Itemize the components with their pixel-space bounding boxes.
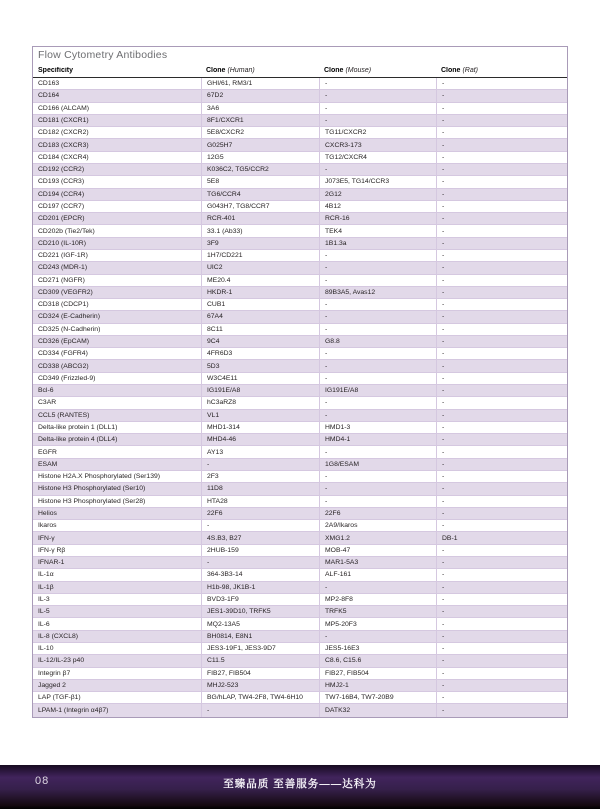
- clone-cell: -: [436, 336, 567, 347]
- clone-cell: -: [436, 311, 567, 322]
- column-header-label: Clone: [441, 66, 461, 74]
- clone-cell: -: [319, 275, 436, 286]
- clone-cell: hC3aRZ8: [201, 397, 319, 408]
- clone-cell: TEK4: [319, 225, 436, 236]
- table-row: [33, 520, 567, 532]
- clone-cell: -: [436, 103, 567, 114]
- specificity-cell: IL-10: [38, 645, 54, 653]
- table-row: [33, 115, 567, 127]
- specificity-cell: IFN-γ Rβ: [38, 546, 66, 554]
- clone-cell: -: [436, 618, 567, 629]
- column-header-label: Clone: [324, 66, 344, 74]
- clone-cell: 11D8: [201, 483, 319, 494]
- clone-cell: -: [436, 385, 567, 396]
- table-row: [33, 508, 567, 520]
- clone-cell: -: [319, 360, 436, 371]
- specificity-cell: CD201 (EPCR): [38, 215, 85, 223]
- clone-cell: -: [436, 668, 567, 679]
- specificity-cell: Histone H2A.X Phosphorylated (Ser139): [38, 473, 161, 481]
- clone-cell: -: [436, 139, 567, 150]
- table-row: [33, 103, 567, 115]
- clone-cell: FIB27, FIB504: [319, 668, 436, 679]
- clone-cell: -: [436, 410, 567, 421]
- clone-cell: 1B1.3a: [319, 238, 436, 249]
- clone-cell: -: [436, 189, 567, 200]
- clone-cell: TW7-16B4, TW7-20B9: [319, 692, 436, 703]
- clone-cell: BVD3-1F9: [201, 594, 319, 605]
- table-row: [33, 483, 567, 495]
- clone-cell: -: [436, 348, 567, 359]
- specificity-cell: CD324 (E-Cadherin): [38, 313, 100, 321]
- clone-cell: -: [436, 643, 567, 654]
- clone-cell: G043H7, TG8/CCR7: [201, 201, 319, 212]
- clone-cell: 8C11: [201, 324, 319, 335]
- clone-cell: JES3-19F1, JES3-9D7: [201, 643, 319, 654]
- table-row: [33, 152, 567, 164]
- clone-cell: -: [436, 213, 567, 224]
- table-row: [33, 336, 567, 348]
- clone-cell: TG12/CXCR4: [319, 152, 436, 163]
- clone-cell: IG191E/A8: [319, 385, 436, 396]
- clone-cell: C11.5: [201, 655, 319, 666]
- table-row: [33, 250, 567, 262]
- table-row: [33, 557, 567, 569]
- clone-cell: -: [201, 704, 319, 716]
- specificity-cell: CD166 (ALCAM): [38, 104, 89, 112]
- table-row: [33, 655, 567, 667]
- footer-slogan: 至臻品质 至善服务——达科为: [223, 778, 377, 790]
- clone-cell: MP5-20F3: [319, 618, 436, 629]
- table-row: [33, 545, 567, 557]
- page-number: 08: [35, 775, 50, 787]
- table-row: [33, 275, 567, 287]
- specificity-cell: CD192 (CCR2): [38, 166, 85, 174]
- clone-cell: -: [436, 275, 567, 286]
- clone-cell: H1b-98, JK1B-1: [201, 582, 319, 593]
- clone-cell: 33.1 (Ab33): [201, 225, 319, 236]
- table-body: [33, 78, 567, 717]
- table-row: [33, 446, 567, 458]
- table-row: [33, 262, 567, 274]
- clone-cell: 1G8/ESAM: [319, 459, 436, 470]
- clone-cell: -: [436, 471, 567, 482]
- clone-cell: -: [436, 299, 567, 310]
- specificity-cell: IFN-γ: [38, 534, 55, 542]
- table-row: [33, 618, 567, 630]
- clone-cell: -: [436, 582, 567, 593]
- clone-cell: -: [436, 78, 567, 89]
- specificity-cell: CD309 (VEGFR2): [38, 288, 93, 296]
- specificity-cell: CD193 (CCR3): [38, 178, 85, 186]
- column-header-label: Clone: [206, 66, 226, 74]
- clone-cell: 5E8: [201, 176, 319, 187]
- specificity-cell: EGFR: [38, 448, 57, 456]
- clone-cell: -: [436, 250, 567, 261]
- clone-cell: VL1: [201, 410, 319, 421]
- column-header-clone-rat: [436, 67, 567, 74]
- clone-cell: HMJ2-1: [319, 680, 436, 691]
- table-row: [33, 238, 567, 250]
- specificity-cell: CD182 (CXCR2): [38, 129, 89, 137]
- table-row: [33, 692, 567, 704]
- clone-cell: JES1-39D10, TRFK5: [201, 606, 319, 617]
- column-header-specificity: [33, 67, 201, 74]
- clone-cell: -: [436, 434, 567, 445]
- clone-cell: 4B12: [319, 201, 436, 212]
- clone-cell: -: [436, 397, 567, 408]
- clone-cell: BG/hLAP, TW4-2F8, TW4-6H10: [201, 692, 319, 703]
- clone-cell: 3A6: [201, 103, 319, 114]
- clone-cell: -: [436, 631, 567, 642]
- specificity-cell: IFNAR-1: [38, 559, 65, 567]
- clone-cell: HMD4-1: [319, 434, 436, 445]
- clone-cell: UIC2: [201, 262, 319, 273]
- table-row: [33, 496, 567, 508]
- column-header-label: Specificity: [38, 66, 74, 74]
- specificity-cell: CD184 (CXCR4): [38, 153, 89, 161]
- clone-cell: -: [319, 250, 436, 261]
- clone-cell: -: [436, 508, 567, 519]
- specificity-cell: CD318 (CDCP1): [38, 301, 89, 309]
- clone-cell: -: [319, 631, 436, 642]
- clone-cell: 67A4: [201, 311, 319, 322]
- table-row: [33, 668, 567, 680]
- clone-cell: -: [436, 324, 567, 335]
- specificity-cell: Jagged 2: [38, 681, 66, 689]
- clone-cell: -: [436, 225, 567, 236]
- clone-cell: 2G12: [319, 189, 436, 200]
- specificity-cell: CD202b (Tie2/Tek): [38, 227, 95, 235]
- clone-cell: -: [201, 459, 319, 470]
- clone-cell: ALF-161: [319, 569, 436, 580]
- clone-cell: -: [436, 287, 567, 298]
- specificity-cell: LPAM-1 (Integrin α4β7): [38, 706, 109, 714]
- clone-cell: -: [319, 496, 436, 507]
- clone-cell: -: [319, 262, 436, 273]
- specificity-cell: CCL5 (RANTES): [38, 411, 90, 419]
- clone-cell: 4FR6D3: [201, 348, 319, 359]
- specificity-cell: LAP (TGF-β1): [38, 694, 81, 702]
- table-row: [33, 201, 567, 213]
- table-row: [33, 422, 567, 434]
- table-row: [33, 127, 567, 139]
- specificity-cell: CD243 (MDR-1): [38, 264, 88, 272]
- clone-cell: -: [319, 324, 436, 335]
- specificity-cell: CD181 (CXCR1): [38, 116, 89, 124]
- clone-cell: 2A9/Ikaros: [319, 520, 436, 531]
- clone-cell: 1H7/CD221: [201, 250, 319, 261]
- clone-cell: 2F3: [201, 471, 319, 482]
- table-row: [33, 606, 567, 618]
- clone-cell: MQ2-13A5: [201, 618, 319, 629]
- clone-cell: -: [201, 520, 319, 531]
- clone-cell: 22F6: [201, 508, 319, 519]
- specificity-cell: IL-3: [38, 595, 50, 603]
- clone-cell: AY13: [201, 446, 319, 457]
- specificity-cell: Ikaros: [38, 522, 57, 530]
- clone-cell: ME20.4: [201, 275, 319, 286]
- clone-cell: -: [319, 373, 436, 384]
- clone-cell: K036C2, TG5/CCR2: [201, 164, 319, 175]
- clone-cell: -: [436, 680, 567, 691]
- clone-cell: 89B3A5, Avas12: [319, 287, 436, 298]
- antibody-table: [32, 46, 568, 718]
- specificity-cell: C3AR: [38, 399, 57, 407]
- clone-cell: -: [319, 483, 436, 494]
- clone-cell: -: [436, 115, 567, 126]
- clone-cell: -: [436, 496, 567, 507]
- clone-cell: 2HUB-159: [201, 545, 319, 556]
- clone-cell: -: [436, 569, 567, 580]
- clone-cell: -: [436, 606, 567, 617]
- table-row: [33, 164, 567, 176]
- table-row: [33, 704, 567, 716]
- table-row: [33, 348, 567, 360]
- clone-cell: -: [319, 397, 436, 408]
- clone-cell: DATK32: [319, 704, 436, 716]
- table-row: [33, 471, 567, 483]
- clone-cell: HKDR-1: [201, 287, 319, 298]
- table-row: [33, 459, 567, 471]
- clone-cell: -: [436, 373, 567, 384]
- clone-cell: HTA28: [201, 496, 319, 507]
- specificity-cell: Histone H3 Phosphorylated (Ser28): [38, 497, 146, 505]
- clone-cell: -: [319, 410, 436, 421]
- clone-cell: -: [436, 127, 567, 138]
- clone-cell: -: [436, 483, 567, 494]
- table-row: [33, 139, 567, 151]
- clone-cell: -: [436, 594, 567, 605]
- specificity-cell: CD326 (EpCAM): [38, 338, 89, 346]
- table-row: [33, 225, 567, 237]
- clone-cell: 3F9: [201, 238, 319, 249]
- clone-cell: -: [436, 692, 567, 703]
- clone-cell: TG6/CCR4: [201, 189, 319, 200]
- clone-cell: -: [319, 164, 436, 175]
- specificity-cell: CD334 (FGFR4): [38, 350, 88, 358]
- column-header-sub: (Rat): [462, 66, 479, 74]
- table-row: [33, 410, 567, 422]
- clone-cell: TG11/CXCR2: [319, 127, 436, 138]
- clone-cell: -: [436, 262, 567, 273]
- clone-cell: TRFK5: [319, 606, 436, 617]
- clone-cell: CUB1: [201, 299, 319, 310]
- table-row: [33, 324, 567, 336]
- clone-cell: -: [436, 557, 567, 568]
- specificity-cell: CD194 (CCR4): [38, 190, 85, 198]
- clone-cell: 22F6: [319, 508, 436, 519]
- clone-cell: -: [319, 311, 436, 322]
- table-row: [33, 78, 567, 90]
- specificity-cell: CD221 (IGF-1R): [38, 252, 88, 260]
- table-row: [33, 189, 567, 201]
- table-row: [33, 582, 567, 594]
- clone-cell: FIB27, FIB504: [201, 668, 319, 679]
- table-row: [33, 643, 567, 655]
- clone-cell: MOB-47: [319, 545, 436, 556]
- specificity-cell: CD210 (IL-10R): [38, 239, 86, 247]
- clone-cell: HMD1-3: [319, 422, 436, 433]
- clone-cell: -: [436, 164, 567, 175]
- clone-cell: 9C4: [201, 336, 319, 347]
- table-row: [33, 373, 567, 385]
- specificity-cell: ESAM: [38, 460, 58, 468]
- table-row: [33, 360, 567, 372]
- clone-cell: -: [436, 152, 567, 163]
- table-row: [33, 299, 567, 311]
- clone-cell: -: [436, 176, 567, 187]
- table-row: [33, 287, 567, 299]
- table-row: [33, 532, 567, 544]
- clone-cell: 67D2: [201, 90, 319, 101]
- clone-cell: GHI/61, RM3/1: [201, 78, 319, 89]
- column-header-clone-mouse: [319, 67, 436, 74]
- table-row: [33, 397, 567, 409]
- specificity-cell: CD349 (Frizzled-9): [38, 374, 96, 382]
- table-row: [33, 569, 567, 581]
- column-header-sub: (Mouse): [345, 66, 372, 74]
- clone-cell: BH0814, E8N1: [201, 631, 319, 642]
- table-row: [33, 213, 567, 225]
- table-row: [33, 385, 567, 397]
- table-row: [33, 631, 567, 643]
- specificity-cell: CD325 (N-Cadherin): [38, 325, 101, 333]
- clone-cell: -: [319, 348, 436, 359]
- clone-cell: W3C4E11: [201, 373, 319, 384]
- specificity-cell: CD271 (NGFR): [38, 276, 85, 284]
- clone-cell: -: [436, 655, 567, 666]
- clone-cell: J073E5, TG14/CCR3: [319, 176, 436, 187]
- clone-cell: -: [436, 459, 567, 470]
- specificity-cell: CD197 (CCR7): [38, 202, 85, 210]
- clone-cell: -: [319, 78, 436, 89]
- clone-cell: 4S.B3, B27: [201, 532, 319, 543]
- clone-cell: 5D3: [201, 360, 319, 371]
- clone-cell: G8.8: [319, 336, 436, 347]
- specificity-cell: Helios: [38, 509, 57, 517]
- specificity-cell: IL-6: [38, 620, 50, 628]
- clone-cell: -: [201, 557, 319, 568]
- clone-cell: CXCR3-173: [319, 139, 436, 150]
- clone-cell: -: [319, 103, 436, 114]
- clone-cell: -: [436, 704, 567, 716]
- column-header-sub: (Human): [227, 66, 255, 74]
- clone-cell: XMG1.2: [319, 532, 436, 543]
- clone-cell: 5E8/CXCR2: [201, 127, 319, 138]
- clone-cell: -: [436, 201, 567, 212]
- table-row: [33, 680, 567, 692]
- clone-cell: MHD1-314: [201, 422, 319, 433]
- specificity-cell: CD164: [38, 92, 60, 100]
- clone-cell: -: [436, 545, 567, 556]
- table-title: Flow Cytometry Antibodies: [33, 47, 567, 63]
- footer-bar: [0, 765, 600, 809]
- table-header-row: [33, 63, 567, 78]
- clone-cell: -: [319, 90, 436, 101]
- clone-cell: -: [436, 238, 567, 249]
- specificity-cell: Bcl-6: [38, 387, 54, 395]
- clone-cell: MHJ2-523: [201, 680, 319, 691]
- clone-cell: -: [319, 299, 436, 310]
- specificity-cell: Delta-like protein 1 (DLL1): [38, 424, 118, 432]
- clone-cell: MAR1-5A3: [319, 557, 436, 568]
- table-row: [33, 311, 567, 323]
- specificity-cell: Histone H3 Phosphorylated (Ser10): [38, 485, 146, 493]
- column-header-clone-human: [201, 67, 319, 74]
- clone-cell: 12G5: [201, 152, 319, 163]
- clone-cell: G025H7: [201, 139, 319, 150]
- clone-cell: DB-1: [436, 532, 567, 543]
- clone-cell: -: [319, 446, 436, 457]
- clone-cell: RCR-16: [319, 213, 436, 224]
- clone-cell: -: [319, 471, 436, 482]
- specificity-cell: IL-1β: [38, 583, 54, 591]
- clone-cell: -: [436, 422, 567, 433]
- clone-cell: -: [436, 90, 567, 101]
- specificity-cell: Delta-like protein 4 (DLL4): [38, 436, 118, 444]
- specificity-cell: Integrin β7: [38, 669, 71, 677]
- clone-cell: 8F1/CXCR1: [201, 115, 319, 126]
- specificity-cell: CD338 (ABCG2): [38, 362, 89, 370]
- specificity-cell: IL-8 (CXCL8): [38, 632, 79, 640]
- clone-cell: -: [436, 520, 567, 531]
- specificity-cell: IL-1α: [38, 571, 54, 579]
- table-row: [33, 594, 567, 606]
- specificity-cell: CD183 (CXCR3): [38, 141, 89, 149]
- specificity-cell: IL-5: [38, 608, 50, 616]
- specificity-cell: IL-12/IL-23 p40: [38, 657, 85, 665]
- clone-cell: MHD4-46: [201, 434, 319, 445]
- clone-cell: MP2-8F8: [319, 594, 436, 605]
- table-row: [33, 90, 567, 102]
- table-row: [33, 434, 567, 446]
- clone-cell: -: [436, 446, 567, 457]
- clone-cell: RCR-401: [201, 213, 319, 224]
- clone-cell: -: [319, 582, 436, 593]
- specificity-cell: CD163: [38, 80, 60, 88]
- clone-cell: -: [436, 360, 567, 371]
- clone-cell: C8.6, C15.6: [319, 655, 436, 666]
- clone-cell: JES5-16E3: [319, 643, 436, 654]
- clone-cell: IG191E/A8: [201, 385, 319, 396]
- clone-cell: -: [319, 115, 436, 126]
- table-row: [33, 176, 567, 188]
- clone-cell: 364-3B3-14: [201, 569, 319, 580]
